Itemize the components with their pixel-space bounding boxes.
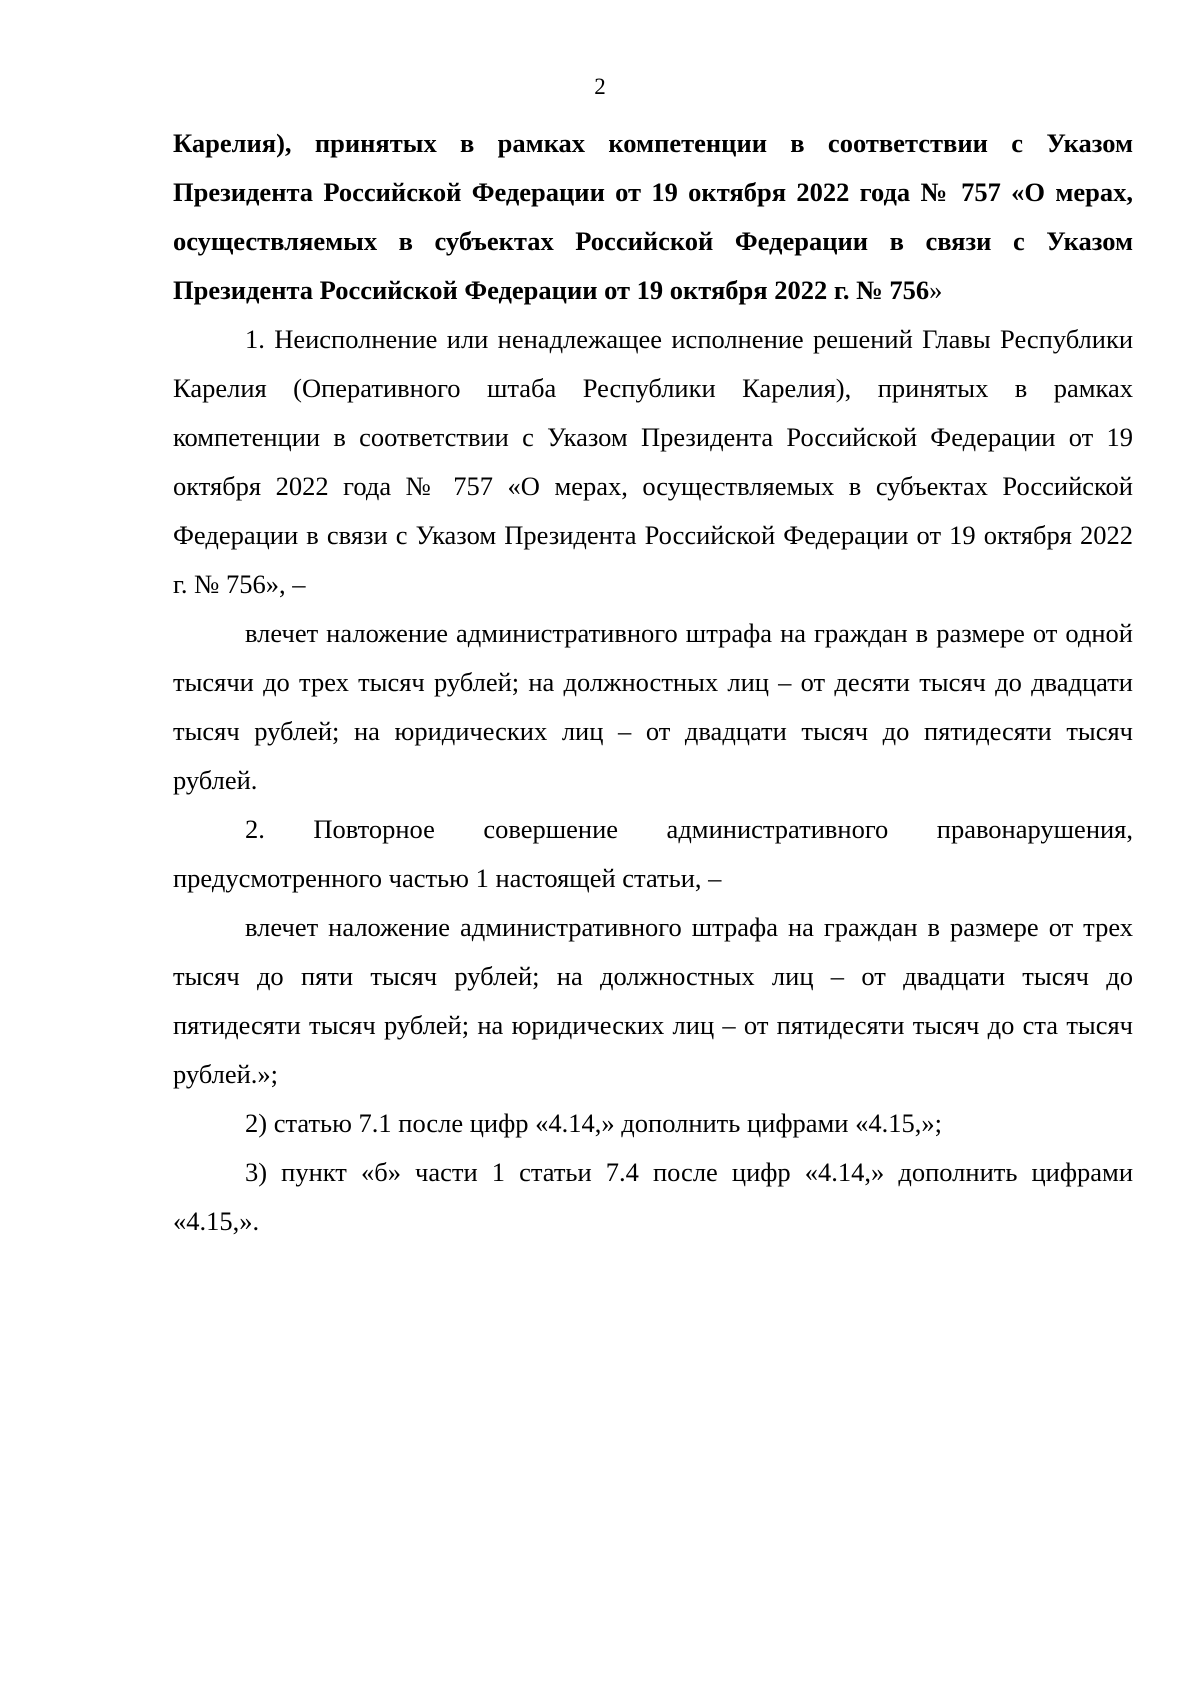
document-body [173, 119, 1133, 1246]
paragraph-amendment-2: 2) статью 7.1 после цифр «4.14,» дополнить цифрами «4.15,»; [245, 1108, 942, 1138]
article-heading [173, 119, 1133, 315]
paragraph-amendment-3: 3) пункт «б» части 1 статьи 7.4 после цифр «4.14,» дополнить цифрами «4.15,». [173, 1157, 1133, 1236]
paragraph-penalty-1: влечет наложение административного штрафа на граждан в размере от одной тысячи до трех тысяч рублей; на должностных лиц – от десяти тысяч до двадцати тысяч рублей; на юридических лиц – от двадцати тысяч до пятидесяти тысяч рублей. [173, 618, 1133, 795]
paragraph-part-2: 2. Повторное совершение административного правонарушения, предусмотренного частью 1 настоящей статьи, – [173, 814, 1133, 893]
page-number: 2 [594, 74, 606, 99]
article-heading-text: Карелия), принятых в рамках компетенции в соответствии с Указом Президента Российской Федерации от 19 октября 2022 года № 757 «О мерах, осуществляемых в субъектах Российской Федерации в связи с Указом Президента Российской Федерации от 19 октября 2022 г. № 756 [173, 128, 1133, 305]
paragraph-penalty-2: влечет наложение административного штрафа на граждан в размере от трех тысяч до пяти тысяч рублей; на должностных лиц – от двадцати тысяч до пятидесяти тысяч рублей; на юридических лиц – от пятидесяти тысяч до ста тысяч рублей.»; [173, 912, 1133, 1089]
article-heading-closing-quote: » [929, 275, 943, 305]
paragraph-part-1: 1. Неисполнение или ненадлежащее исполнение решений Главы Республики Карелия (Оперативного штаба Республики Карелия), принятых в рамках компетенции в соответствии с Указом Президента Российской Федерации от 19 октября 2022 года № 757 «О мерах, осуществляемых в субъектах Российской Федерации в связи с Указом Президента Российской Федерации от 19 октября 2022 г. № 756», – [173, 324, 1133, 599]
